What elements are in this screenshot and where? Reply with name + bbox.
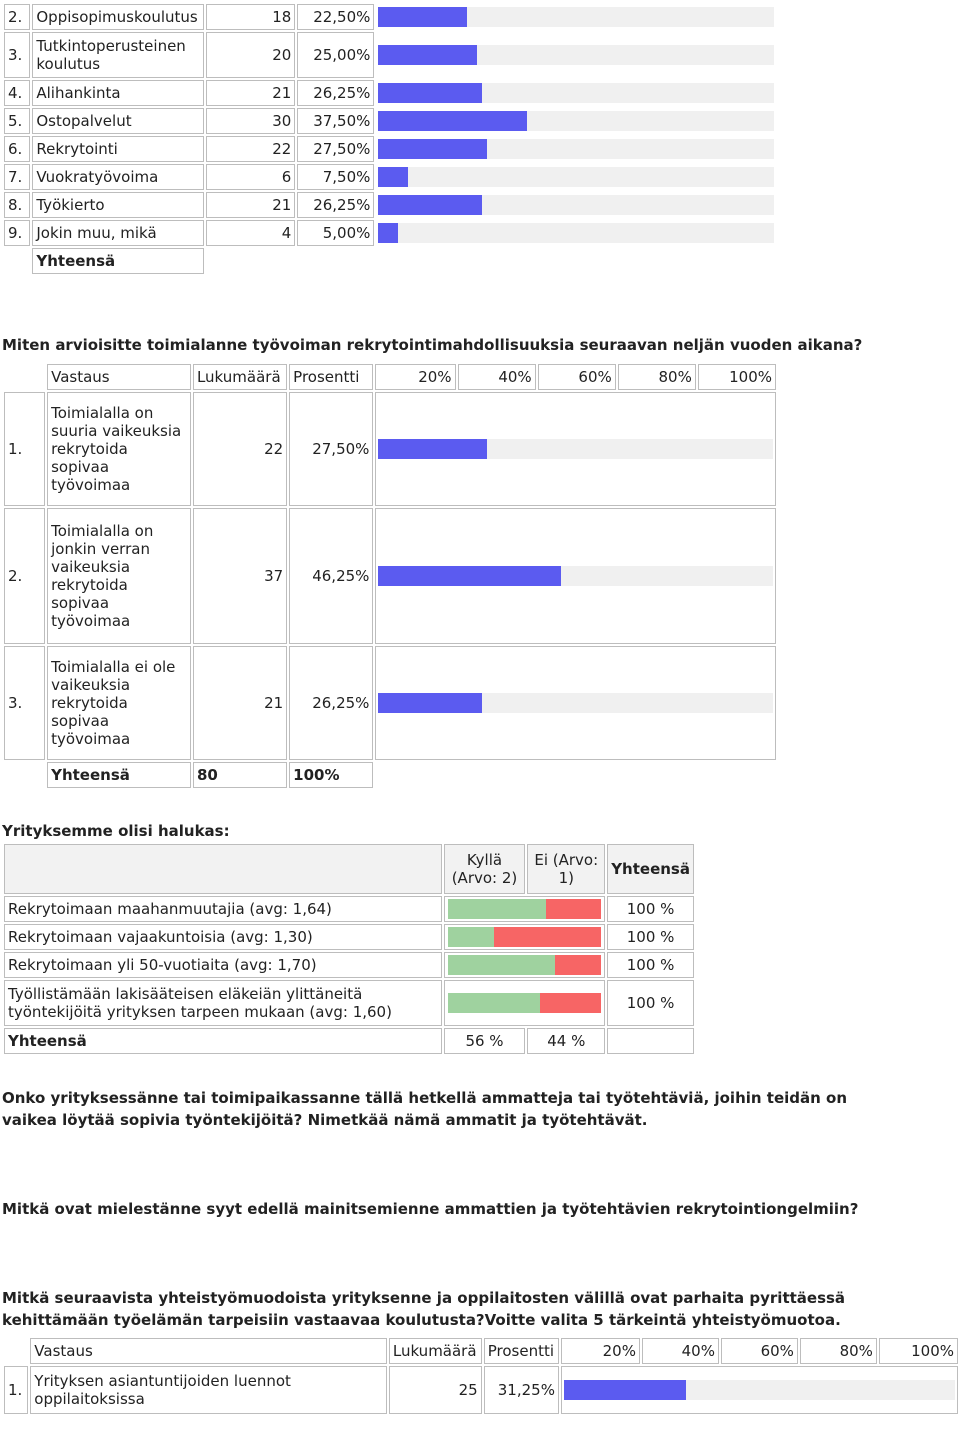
row-label: Yrityksen asiantuntijoiden luennot oppilaitoksissa: [30, 1366, 387, 1414]
row-label: Alihankinta: [32, 80, 204, 106]
row-percent: 5,00%: [297, 220, 374, 246]
table1-bar-3-track: [378, 83, 774, 103]
row-label: Tutkintoperusteinen koulutus: [32, 32, 204, 78]
table-row: [4, 924, 694, 950]
table1-bar-1-cell: [376, 4, 776, 30]
table1-bar-6: [378, 167, 408, 187]
q5-tick-60: 60%: [721, 1338, 798, 1364]
q5-bar-1-track: [564, 1380, 955, 1400]
table1-bar-8-track: [378, 223, 774, 243]
bar-no-4: [540, 993, 601, 1013]
stacked-bar-3: [448, 955, 602, 975]
table1-bar-1-track: [378, 7, 774, 27]
row-label: Oppisopimuskoulutus: [32, 4, 204, 30]
table-row: [4, 108, 776, 134]
total-empty: [607, 1028, 694, 1054]
row-percent: 26,25%: [289, 646, 373, 760]
q1-bar-1-track: [378, 439, 773, 459]
stacked-bar-cell: [444, 924, 606, 950]
bar-no-1: [546, 899, 601, 919]
tick-80: 80%: [618, 364, 696, 390]
q1-bar-3-track: [378, 693, 773, 713]
table-row: [4, 392, 776, 506]
table1-bar-7-track: [378, 195, 774, 215]
total-count: 80: [193, 762, 287, 788]
row-label: Rekrytoimaan vajaakuntoisia (avg: 1,30): [4, 924, 442, 950]
q5-bar-1: [564, 1380, 686, 1400]
q1-bar-3-cell: [375, 646, 776, 760]
table-row: [4, 164, 776, 190]
q5-tick-100: 100%: [879, 1338, 958, 1364]
row-label: Rekrytoimaan yli 50-vuotiaita (avg: 1,70): [4, 952, 442, 978]
question-1-title: Miten arvioisitte toimialanne työvoiman rekrytointimahdollisuuksia seuraavan neljän vuoden aikana?: [2, 336, 863, 354]
table1-bar-4-track: [378, 111, 774, 131]
q5-tick-20: 20%: [561, 1338, 640, 1364]
total-row: [4, 762, 776, 788]
table-row: [4, 980, 694, 1026]
q5-tick-40: 40%: [642, 1338, 719, 1364]
table-row: [4, 136, 776, 162]
row-count: 4: [206, 220, 295, 246]
row-count: 30: [206, 108, 295, 134]
row-count: 18: [206, 4, 295, 30]
table-row: [4, 952, 694, 978]
table-q2: [2, 842, 696, 1056]
q1-bar-1: [378, 439, 487, 459]
tick-100: 100%: [698, 364, 776, 390]
row-percent: 22,50%: [297, 4, 374, 30]
q5-header-answer: Vastaus: [30, 1338, 387, 1364]
q1-bar-3: [378, 693, 482, 713]
tick-60: 60%: [538, 364, 616, 390]
stacked-bar-cell: [444, 896, 606, 922]
row-label: Työllistämään lakisääteisen eläkeiän ylittäneitä työntekijöitä yrityksen tarpeen mukaan (avg: 1,60): [4, 980, 442, 1026]
row-percent: 37,50%: [297, 108, 374, 134]
table1-bar-6-track: [378, 167, 774, 187]
total-label: Yhteensä: [32, 248, 204, 274]
stacked-bar-cell: [444, 980, 606, 1026]
q5-header-count: Lukumäärä: [389, 1338, 482, 1364]
row-label: Rekrytointi: [32, 136, 204, 162]
table1-bar-7: [378, 195, 482, 215]
bar-no-2: [494, 927, 601, 947]
table-row: [4, 4, 776, 30]
q1-bar-2-track: [378, 566, 773, 586]
row-total: 100 %: [607, 924, 694, 950]
tick-40: 40%: [458, 364, 536, 390]
row-percent: 7,50%: [297, 164, 374, 190]
row-count: 22: [206, 136, 295, 162]
header-count: Lukumäärä: [193, 364, 287, 390]
table1-bar-2-track: [378, 45, 774, 65]
row-percent: 27,50%: [297, 136, 374, 162]
question-3-title: Onko yrityksessänne tai toimipaikassanne tällä hetkellä ammatteja tai työtehtäviä, joihin teidän on vaikea löytää sopivia työntekijöitä? Nimetkää nämä ammatit ja työtehtävät.: [2, 1089, 848, 1129]
q5-bar-1-cell: [561, 1366, 958, 1414]
row-number: 1.: [4, 392, 45, 506]
row-total: 100 %: [607, 952, 694, 978]
row-number: 7.: [4, 164, 30, 190]
row-number: 1.: [4, 1366, 28, 1414]
row-number: 9.: [4, 220, 30, 246]
row-total: 100 %: [607, 896, 694, 922]
table1-bar-8-cell: [376, 220, 776, 246]
table-row: [4, 1366, 958, 1414]
table-q1: [2, 362, 778, 790]
header-no: Ei (Arvo: 1): [527, 844, 605, 894]
table1-bar-4-cell: [376, 108, 776, 134]
table1-bar-3: [378, 83, 482, 103]
total-label: Yhteensä: [4, 1028, 442, 1054]
table1-bar-5: [378, 139, 487, 159]
row-number: 2.: [4, 4, 30, 30]
table-1: [2, 2, 778, 276]
row-number: 8.: [4, 192, 30, 218]
total-yes: 56 %: [444, 1028, 526, 1054]
table-row: [4, 192, 776, 218]
bar-yes-2: [448, 927, 494, 947]
table-row: [4, 220, 776, 246]
tick-20: 20%: [375, 364, 455, 390]
bar-no-3: [555, 955, 601, 975]
bar-yes-1: [448, 899, 546, 919]
table1-bar-1: [378, 7, 467, 27]
row-percent: 25,00%: [297, 32, 374, 78]
total-no: 44 %: [527, 1028, 605, 1054]
table1-bar-8: [378, 223, 398, 243]
table-row: [4, 508, 776, 644]
row-label: Toimialalla on suuria vaikeuksia rekrytoida sopivaa työvoimaa: [47, 392, 191, 506]
table1-bar-5-track: [378, 139, 774, 159]
q5-tick-80: 80%: [800, 1338, 877, 1364]
total-row: [4, 1028, 694, 1054]
q5-header-percent: Prosentti: [484, 1338, 559, 1364]
row-count: 21: [206, 80, 295, 106]
table-row: [4, 646, 776, 760]
row-number: 3.: [4, 32, 30, 78]
table-row: [4, 896, 694, 922]
total-row: [4, 248, 776, 274]
table1-bar-3-cell: [376, 80, 776, 106]
stacked-bar-1: [448, 899, 602, 919]
row-count: 20: [206, 32, 295, 78]
bar-yes-4: [448, 993, 540, 1013]
row-label: Rekrytoimaan maahanmuutajia (avg: 1,64): [4, 896, 442, 922]
header-yes: Kyllä (Arvo: 2): [444, 844, 526, 894]
row-label: Ostopalvelut: [32, 108, 204, 134]
table1-bar-5-cell: [376, 136, 776, 162]
q1-bar-2: [378, 566, 560, 586]
row-percent: 26,25%: [297, 192, 374, 218]
table-q5: [2, 1336, 960, 1416]
row-count: 37: [193, 508, 287, 644]
total-percent: 100%: [289, 762, 373, 788]
row-number: 3.: [4, 646, 45, 760]
row-count: 22: [193, 392, 287, 506]
header-percent: Prosentti: [289, 364, 373, 390]
header-answer: Vastaus: [47, 364, 191, 390]
row-label: Työkierto: [32, 192, 204, 218]
row-number: 2.: [4, 508, 45, 644]
table1-bar-2-cell: [376, 32, 776, 78]
row-number: 6.: [4, 136, 30, 162]
row-count: 6: [206, 164, 295, 190]
stacked-bar-cell: [444, 952, 606, 978]
stacked-bar-2: [448, 927, 602, 947]
row-label: Toimialalla on jonkin verran vaikeuksia rekrytoida sopivaa työvoimaa: [47, 508, 191, 644]
row-count: 21: [193, 646, 287, 760]
row-label: Jokin muu, mikä: [32, 220, 204, 246]
row-percent: 27,50%: [289, 392, 373, 506]
table-row: [4, 80, 776, 106]
table1-bar-7-cell: [376, 192, 776, 218]
bar-yes-3: [448, 955, 555, 975]
row-number: 4.: [4, 80, 30, 106]
table1-bar-6-cell: [376, 164, 776, 190]
row-total: 100 %: [607, 980, 694, 1026]
table1-bar-2: [378, 45, 477, 65]
row-label: Vuokratyövoima: [32, 164, 204, 190]
row-percent: 26,25%: [297, 80, 374, 106]
header-total: Yhteensä: [607, 844, 694, 894]
row-label: Toimialalla ei ole vaikeuksia rekrytoida sopivaa työvoimaa: [47, 646, 191, 760]
table1-bar-4: [378, 111, 526, 131]
row-percent: 46,25%: [289, 508, 373, 644]
question-5-title: Mitkä seuraavista yhteistyömuodoista yrityksenne ja oppilaitosten välillä ovat parhaita pyrittäessä kehittämään työelämän tarpeisiin vastaavaa koulutusta?Voitte valita 5 tärkeintä yhteistyömuotoa.: [2, 1289, 846, 1329]
stacked-bar-4: [448, 993, 602, 1013]
question-2-title: Yrityksemme olisi halukas:: [2, 822, 230, 840]
question-4-title: Mitkä ovat mielestänne syyt edellä mainitsemienne ammattien ja työtehtävien rekrytointiongelmiin?: [2, 1200, 859, 1218]
q1-bar-2-cell: [375, 508, 776, 644]
table-row: [4, 32, 776, 78]
total-label: Yhteensä: [47, 762, 191, 788]
row-number: 5.: [4, 108, 30, 134]
row-count: 25: [389, 1366, 482, 1414]
row-percent: 31,25%: [484, 1366, 559, 1414]
row-count: 21: [206, 192, 295, 218]
q1-bar-1-cell: [375, 392, 776, 506]
